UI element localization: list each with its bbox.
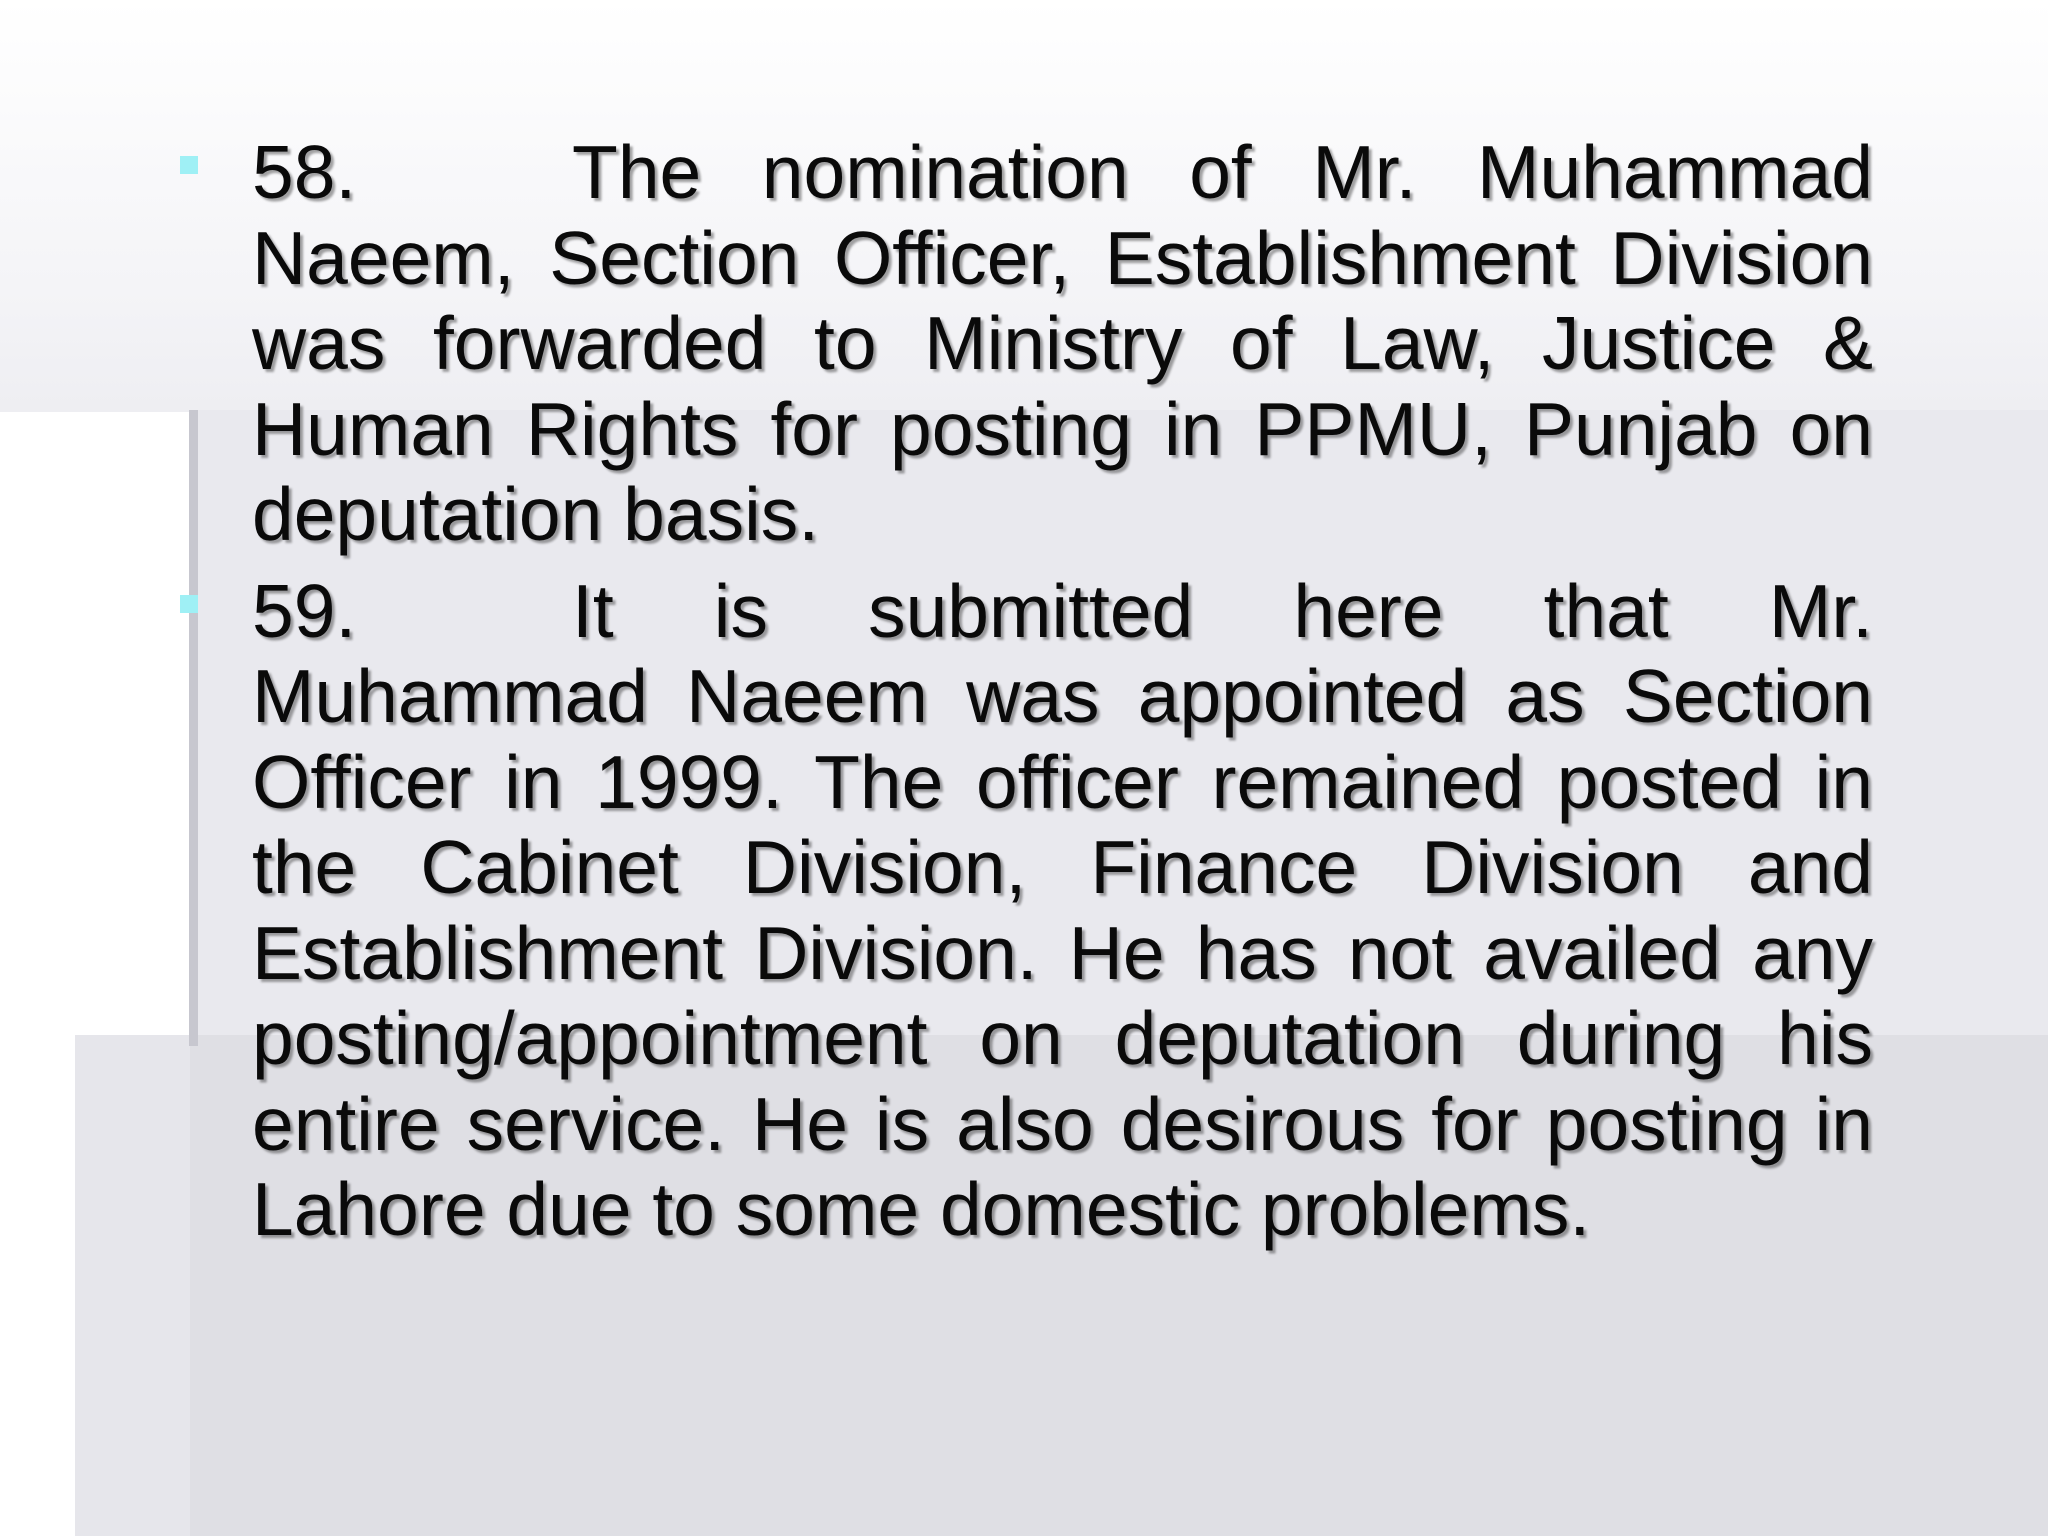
paragraph-text: The nomination of Mr. Muhammad Naeem, Section Officer, Establishment Division was forwarded to Ministry of Law, Justice & Human Rights for posting in PPMU, Punjab on deputation basis.	[252, 130, 1873, 556]
slide-body	[178, 130, 1873, 1253]
paragraph-59	[178, 569, 1873, 1253]
paragraph-58	[178, 130, 1873, 558]
square-bullet-icon	[180, 156, 198, 174]
background-lower-left-panel	[75, 1035, 190, 1536]
paragraph-number: 59.	[252, 568, 357, 653]
paragraph-number: 58.	[252, 130, 357, 214]
square-bullet-icon	[180, 595, 198, 613]
paragraph-text: It is submitted here that Mr. Muhammad Naeem was appointed as Section Officer in 1999. The officer remained posted in the Cabinet Division, Finance Division and Establishment Division. He has not availed any posting/appointment on deputation during his entire service. He is also desirous for posting in Lahore due to some domestic problems.	[252, 568, 1873, 1251]
